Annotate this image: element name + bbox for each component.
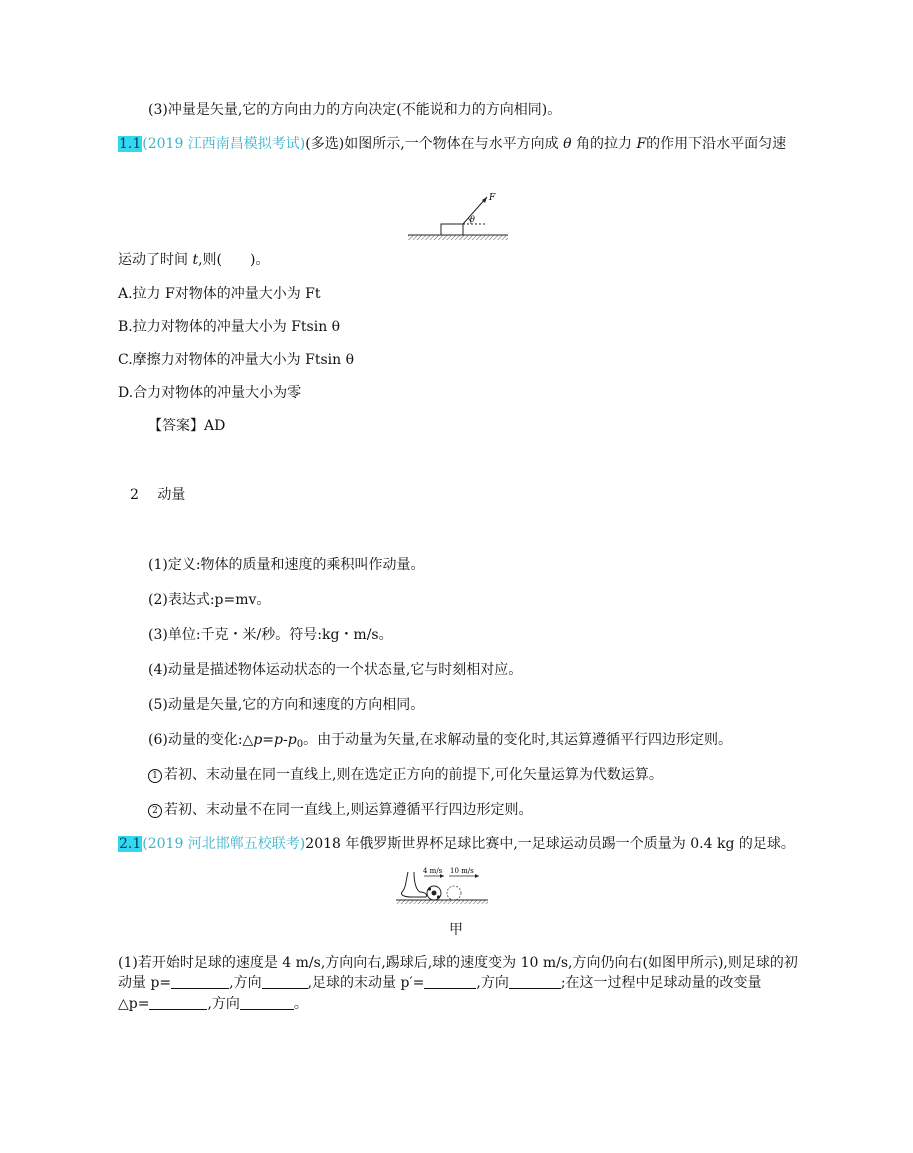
stem-text: 角的拉力 bbox=[576, 136, 632, 152]
sub-item-1: 1 若初、末动量在同一直线上,则在选定正方向的前提下,可化矢量运算为代数运算。 bbox=[148, 766, 663, 784]
question-source: (2019 河北邯郸五校联考) bbox=[142, 836, 306, 852]
velocity-label-initial: 4 m/s bbox=[423, 867, 443, 875]
football-figure bbox=[394, 864, 490, 906]
question-tag: 1.1 bbox=[119, 136, 142, 152]
momentum-item-1: (1)定义:物体的质量和速度的乘积叫作动量。 bbox=[148, 557, 425, 573]
question-2-stem: 2.1(2019 河北邯郸五校联考)2018 年俄罗斯世界杯足球比赛中,一足球运动员踢一个质量为 0.4 kg 的足球。 bbox=[119, 836, 795, 852]
question-1-stem bbox=[118, 135, 786, 153]
block bbox=[441, 224, 463, 235]
stem-text: 的作用下沿水平面匀速 bbox=[646, 136, 787, 152]
answer-blank[interactable] bbox=[149, 995, 207, 1010]
momentum-item-6: (6)动量的变化$:\triangle p=p-p_0$。由于动量为矢量,在求解动量的变化时,其运算遵循平行四边形定则。 bbox=[148, 732, 732, 750]
question-2-part-1-line-2: 动量 p= ,方向 ,足球的末动量 p′= ,方向 ;在这一过程中足球动量的改变量 bbox=[118, 975, 762, 991]
angle-label: θ bbox=[470, 215, 475, 224]
option-b: B.拉力对物体的冲量大小为 Ftsin θ bbox=[118, 319, 341, 335]
ball-ghost-icon bbox=[447, 886, 461, 900]
ground bbox=[396, 900, 488, 904]
answer: 【答案】AD bbox=[148, 418, 226, 434]
theta-symbol: θ bbox=[563, 136, 572, 152]
momentum-item-3: (3)单位:千克・米/秒。符号:kg・m/s。 bbox=[148, 627, 393, 643]
block-force-figure bbox=[405, 188, 515, 244]
leg-icon bbox=[401, 872, 426, 897]
answer-blank[interactable] bbox=[424, 974, 476, 989]
circled-number: 2 bbox=[148, 804, 162, 818]
answer-blank[interactable] bbox=[509, 974, 561, 989]
option-c: C.摩擦力对物体的冲量大小为 Ftsin θ bbox=[118, 352, 355, 368]
stem-text: (多选)如图所示,一个物体在与水平方向成 bbox=[305, 136, 559, 152]
answer-blank[interactable] bbox=[240, 995, 294, 1010]
question-1-stem-cont: 运动了时间 t,则( )。 bbox=[118, 252, 270, 268]
momentum-item-5: (5)动量是矢量,它的方向和速度的方向相同。 bbox=[148, 697, 425, 713]
question-2-part-1-line-3: △p= ,方向 。 bbox=[118, 996, 308, 1012]
section-number: 2 bbox=[130, 487, 139, 503]
circled-number: 1 bbox=[148, 769, 162, 783]
time-symbol: t bbox=[192, 252, 199, 268]
option-a: A.拉力 F对物体的冲量大小为 Ft bbox=[118, 286, 321, 302]
figure-caption: 甲 bbox=[449, 922, 463, 938]
momentum-item-4: (4)动量是描述物体运动状态的一个状态量,它与时刻相对应。 bbox=[148, 662, 523, 678]
question-tag: 2.1 bbox=[119, 836, 142, 852]
velocity-label-final: 10 m/s bbox=[450, 867, 474, 875]
answer-blank[interactable] bbox=[262, 974, 308, 989]
option-d: D.合力对物体的冲量大小为零 bbox=[118, 385, 302, 401]
question-2-part-1-line-1: (1)若开始时足球的速度是 4 m/s,方向向右,踢球后,球的速度变为 10 m/s,方向仍向右(如图甲所示),则足球的初 bbox=[118, 955, 798, 971]
force-label: F bbox=[489, 193, 496, 203]
force-symbol: F bbox=[636, 136, 647, 152]
ground bbox=[408, 235, 508, 240]
momentum-item-2: (2)表达式:p=mv。 bbox=[148, 592, 271, 608]
section-2-heading bbox=[130, 486, 185, 504]
section-title: 动量 bbox=[157, 487, 186, 503]
answer-blank[interactable] bbox=[171, 974, 229, 989]
paragraph-impulse-direction: (3)冲量是矢量,它的方向由力的方向决定(不能说和力的方向相同)。 bbox=[148, 102, 562, 118]
question-source: (2019 江西南昌模拟考试) bbox=[142, 136, 306, 152]
answer-value: AD bbox=[204, 418, 226, 434]
sub-item-2: 2 若初、末动量不在同一直线上,则运算遵循平行四边形定则。 bbox=[148, 801, 532, 819]
